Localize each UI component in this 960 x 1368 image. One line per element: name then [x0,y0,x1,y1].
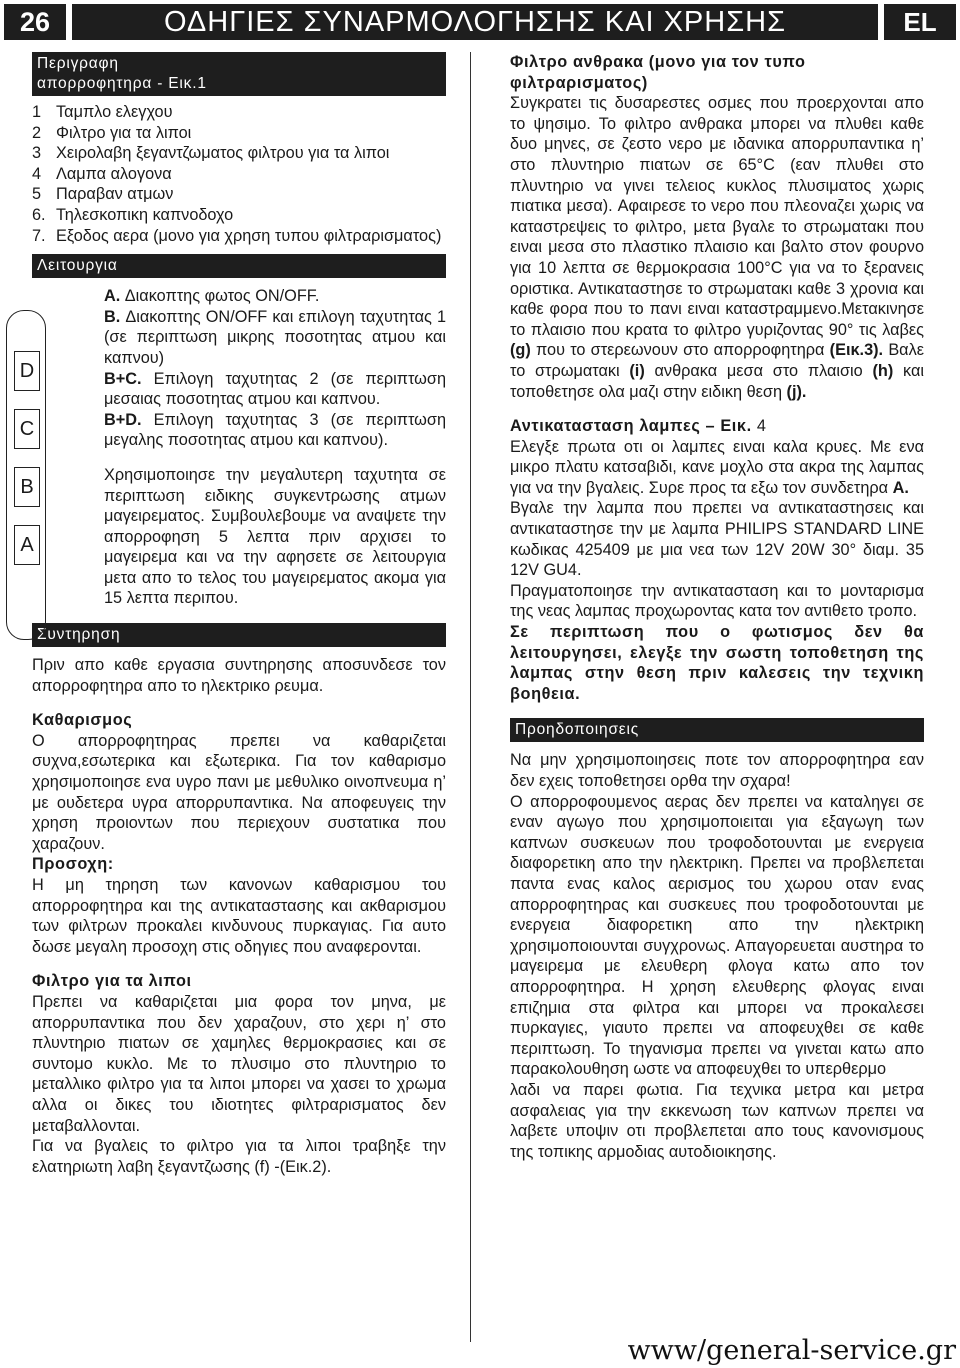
lamp-ref-a: A. [892,478,909,497]
function-text: Επιλογη ταχυτητας 2 (σε περιπτωση μεσαιας ποσοτητας ατμου και καπνου. [104,369,446,409]
watermark: www/general-service.gr [627,1335,956,1366]
list-item-number: 4 [32,164,42,183]
carbon-ref-g: (g) [510,341,531,360]
warnings-text-2: Ο απορροφουμενος αερας δεν πρεπει να καταληγει σε εναν αγωγο που χρησιμοποιειται για εξαγωγη των καπνων συσκευων που τροφοδοτουνται με ενεργεια διαφορετικη απο την ηλεκτρικη. Πρεπει να προβλεπεται παντα ενας καλος αερισμος του χωρου οταν ενας απορροφητηρας και συσκευες που τροφοδοτουνται με ενεργεια διαφορετικη απο την ηλεκτρικη χρησιμοποιουνται συγχρονως. Απαγορευεται αυστηρα το μαγειρεμα με ελευθερη φλογα κατω απο τον απορροφητηρα. Η χρηση ελευθερης φλογας ειναι επιζημια στα φιλτρα και μπορει να προκαλεσει πυρκαγιες, γιαυτο πρεπει να αποφευχθει σε καθε περιπτωση. Το τηγανισμα πρεπει να γινεται κατω απο παρακολουθηση ωστε να αποφευχθει το υπερθερμο [510,792,924,1079]
panel-button-a: A [14,525,40,565]
maintenance-text: Πριν απο καθε εργασια συντηρησης αποσυνδεσε τον απορροφητηρα απο το ηλεκτρικο ρευμα. [32,656,446,695]
maintenance-heading: Συντηρηση [32,623,446,647]
lamp-text-part: Ελεγξε πρωτα οτι οι λαμπες ειναι καλα κρυες. Με ενα μικρο πλατυ κατσαβιδι, κανε μοχλο στα ακρα της λαμπας για να την βγαλεις. Συρε προς τα εξω τον συνδετηρα [510,437,924,497]
list-item-text: Φιλτρο για τα λιποι [56,123,192,142]
list-item-text: Εξοδος αερα (μονο για χρηση τυπου φιλτραρισματος) [56,226,442,245]
panel-button-c: C [14,409,40,449]
grease-filter-removal-text: Για να βγαλεις το φιλτρο για τα λιποι τραβηξε την ελατηριωτη λαβη ξεγαντζωσης (f) -(Εικ.2). [32,1137,446,1176]
function-key: A. [104,287,121,306]
language-badge: EL [884,4,956,40]
list-item-text: Λαμπα αλογονα [56,164,172,183]
carbon-text-part: Βαλε το στρωματακι [510,341,924,380]
cleaning-heading: Καθαρισμος [32,711,133,730]
carbon-filter-heading: Φιλτρο ανθρακα (μονο για τον τυπο φιλτραρισματος) [510,53,806,92]
panel-button-b: B [14,467,40,507]
lamp-heading [510,416,924,437]
function-key: B+D. [104,410,142,429]
function-key: B+C. [104,369,142,388]
function-text: Διακοπτης φωτος ON/OFF. [120,287,320,306]
cleaning-text: Ο απορροφητηρας πρεπει να καθαριζεται συχνα,εσωτερικα και εξωτερικα. Για τον καθαρισμο χρησιμοποιησε ενα υγρο πανι με μεθυλικο οινοπνευμα η’ με ουδετερα υγρα απορρυπαντικα. Να αποφευγεις την χρηση προιοντων που περιεχουν συστατικα που χαραζουν. [32,731,446,853]
left-column [19,52,446,1177]
right-column [510,52,924,1162]
list-item [32,205,446,226]
list-item [32,164,446,185]
carbon-ref-j: (j). [786,382,807,401]
warnings-heading: Προηδοποιησεις [510,718,924,742]
function-text: Επιλογη ταχυτητας 3 (σε περιπτωση μεγαλης ποσοτητας ατμου και καπνου). [104,410,446,450]
list-item [32,102,446,123]
function-key: B. [104,307,121,326]
function-item [104,286,446,307]
list-item [32,226,446,247]
warnings-text-3: λαδι να παρει φωτια. Για τεχνικα μετρα και μετρα ασφαλειας για την εκκενωση των καπνων πρεπει να λαβετε υποψιν οτι προβλεπεται απο τους κανονισμους της τοπικης αρμοδιας αυτοδιοικησης. [510,1080,924,1161]
function-list [104,286,446,451]
parts-list [32,102,446,246]
carbon-ref-i: (i) [629,361,645,380]
panel-button-d: D [14,351,40,391]
caution-text: Η μη τηρηση των κανονων καθαρισμου του απορροφητηρα και της αντικαταστασης και ακθαρισμου των φιλτρων προκαλει κινδυνους πυρκαγιας. Για αυτο δωσε μεγαλη προσοχη στις οδηγιες που αναφερονται. [32,876,446,956]
lamp-warning: Σε περιπτωση που ο φωτισμος δεν θα λειτουργησει, ελεγξε την σωστη τοποθετηση της λαμπας στην θεση πριν καλεσεις την τεχνικη βοηθεια. [510,623,924,703]
carbon-filter-text [510,93,924,402]
grease-filter-text: Πρεπει να καθαριζεται μια φορα τον μηνα, με απορρυπαντικα που δεν χαραζουν, στο χερι η’ στο πλυντηριο πιατων σε χαμηλες θερμοκρασιες και σε συντομο κυκλο. Με το πλυσιμο στο πλυντηριο το μεταλλικο φιλτρο για τα λιποι μπορει να χασει το χρωμα αλλα οι δικες του ιδιοτητες φιλτραρισματος δεν μεταβαλλονται. [32,992,446,1135]
operation-section [19,286,446,609]
page-number: 26 [4,4,66,40]
carbon-ref-fig: (Εικ.3). [829,341,884,360]
grease-filter-heading: Φιλτρο για τα λιποι [32,972,192,991]
page-title: ΟΔΗΓΙΕΣ ΣΥΝΑΡΜΟΛΟΓΗΣΗΣ ΚΑΙ ΧΡΗΣΗΣ [72,4,878,40]
description-heading [32,52,446,96]
lamp-text [510,437,924,499]
carbon-text-part: που το στερεωνουν στο απορροφητηρα [530,341,830,360]
lamp-heading-text: Αντικατασταση λαμπες – Εικ. [510,417,757,436]
list-item [32,184,446,205]
warnings-text-1: Να μην χρησιμοποιησεις ποτε τον απορροφητηρα εαν δεν εχεις τοποθετησει ορθα την σχαρα! [510,751,924,790]
list-item-number: 2 [32,123,42,142]
lamp-mount-text: Πραγματοποιησε την αντικατασταση και το μονταρισμα της νεας λαμπας προχωροντας κατα τον αντιθετο τροπο. [510,581,924,621]
description-heading-line-1: Περιγραφη [37,55,119,72]
list-item-number: 5 [32,185,42,204]
function-item [104,307,446,369]
carbon-ref-h: (h) [872,361,894,380]
list-item-text: Χειρολαβη ξεγαντζωματος φιλτρου για τα λιποι [56,144,390,163]
list-item-text: Ταμπλο ελεγχου [56,103,173,121]
carbon-text-part: ανθρακα μεσα στο πλαισιο [644,361,873,380]
operation-heading: Λειτουργια [32,254,446,278]
list-item-number: 1 [32,103,42,121]
list-item [32,143,446,164]
list-item-text: Παραβαν ατμων [56,185,174,204]
description-heading-line-2: απορροφητηρα - Εικ.1 [37,75,207,92]
operation-note: Χρησιμοποιησε την μεγαλυτερη ταχυτητα σε περιπτωση ειδικης συγκεντρωσης ατμων μαγειρεματος. Συμβουλεβουμε να αναψετε την απορροφηση 5 λεπτα πριν αρχισει το μαγειρεμα και να την αφησετε σε λειτουργια μετα απο το τελος του μαγειρεματος ακομα για 15 λεπτα περιπου. [104,465,446,608]
lamp-replace-text: Βγαλε την λαμπα που πρεπει να αντικαταστησεις και αντικαταστησε την με λαμπα PHILIPS STANDARD LINE κωδικας 425409 με μια νεα των 12V 20W 30° διαμ. 35 12V GU4. [510,499,924,580]
page-header [4,4,956,40]
function-item [104,369,446,410]
lamp-heading-figure: 4 [756,417,767,436]
list-item-text: Τηλεσκοπικη καπνοδοχο [56,205,234,224]
carbon-text-part: Συγκρατει τις δυσαρεστες οσμες που προερχονται απο το ψησιμο. Το φιλτρο ανθρακα μπορει να πλυθει καθε δυο μηνες, σε ζεστο νερο με ιδανικα απορρυπαντικα η’ στο πλυντηριο πιατων σε 65°C (εαν πλυθει στο πλυντηριο να γινει τελειος κυκλος πλυσιματος χωρις πιατικα μεσα). Αφαιρεσε το νερο που πλεοναζει χωρις να καταστρεψεις το φιλτρο, μετα βγαλε το στρωματακι που ειναι μεσα στο πλαστικο πλαισιο και βαλτο στον φουρνο για 10 λεπτα σε θερμοκρασια 100°C για να το ξερανεις οριστικα. Αντικαταστησε το στρωματακι καθε 3 χρονια και καθε φορα που το πανι ειναι καταστραμμενο.Μετακινησε το πλαισιο που κρατα το φιλτρο γυριζοντας 90° τις λαβες [510,94,924,339]
control-panel-diagram [6,310,46,640]
function-item [104,410,446,451]
list-item-number: 3 [32,144,42,163]
list-item [32,123,446,144]
carbon-text-part: και τοποθετησε ολα μαζι στην ειδικη θεση [510,361,924,401]
column-divider [470,52,471,1342]
list-item-number: 7. [32,226,46,245]
caution-heading: Προσοχη: [32,855,114,874]
list-item-number: 6. [32,205,46,224]
function-text: Διακοπτης ON/OFF και επιλογη ταχυτητας 1 (σε περιπτωση μικρης ποσοτητας ατμου και καπνου) [104,307,446,367]
